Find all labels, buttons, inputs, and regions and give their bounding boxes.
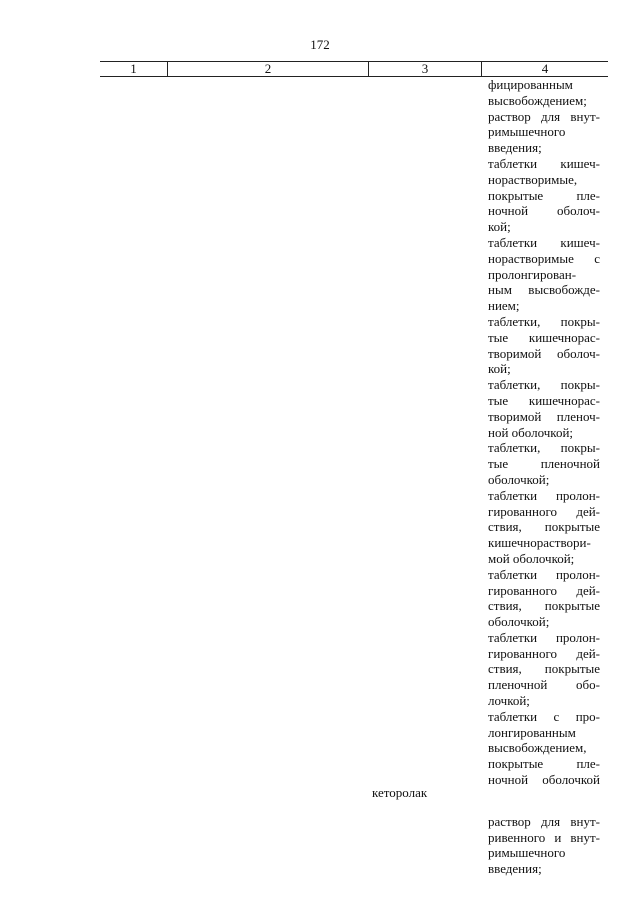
dosage-form-line: введения;: [488, 140, 542, 156]
dosage-form-line: ствия, покрытые: [488, 519, 600, 535]
dosage-form-line: оболочкой;: [488, 614, 550, 630]
dosage-form-line: пленочной обо-: [488, 677, 600, 693]
dosage-form-line: таблетки, покры-: [488, 313, 600, 329]
dosage-form-line: покрытые пле-: [488, 756, 600, 772]
dosage-form-line: таблетки пролон-: [488, 566, 600, 582]
dosage-form-line: оболочкой;: [488, 471, 550, 487]
dosage-form-line: таблетки с про-: [488, 708, 600, 724]
dosage-form-line: раствор для внут-: [488, 813, 600, 829]
dosage-form-line: ночной оболочкой: [488, 772, 600, 788]
dosage-form-line: кой;: [488, 219, 511, 235]
dosage-form-line: введения;: [488, 861, 542, 877]
dosage-form-line: гированного дей-: [488, 582, 600, 598]
dosage-forms-column: [488, 77, 600, 877]
column-header-2: 2: [264, 61, 272, 76]
dosage-form-line: раствор для внут-: [488, 108, 600, 124]
dosage-form-line: ной оболочкой;: [488, 424, 574, 440]
dosage-form-line: таблетки, покры-: [488, 377, 600, 393]
dosage-form-line: таблетки пролон-: [488, 487, 600, 503]
dosage-form-line: высвобождением;: [488, 92, 587, 108]
dosage-form-line: покрытые пле-: [488, 187, 600, 203]
dosage-form-line: лочкой;: [488, 693, 530, 709]
dosage-form-line: творимой оболоч-: [488, 345, 600, 361]
dosage-form-line: ночной оболоч-: [488, 203, 600, 219]
column-header-4: 4: [541, 61, 549, 76]
row-gap: [488, 788, 600, 814]
table-header: [100, 61, 608, 77]
dosage-form-line: нием;: [488, 298, 520, 314]
dosage-form-line: ным высвобожде-: [488, 282, 600, 298]
dosage-form-line: высвобождением,: [488, 740, 587, 756]
drug-name: кеторолак: [372, 785, 428, 800]
dosage-form-line: таблетки, покры-: [488, 440, 600, 456]
dosage-form-line: кишечнораствори-: [488, 535, 591, 551]
dosage-form-line: норастворимые с: [488, 250, 600, 266]
column-header-1: 1: [130, 61, 137, 76]
dosage-form-line: тые пленочной: [488, 456, 600, 472]
dosage-form-line: римышечного: [488, 845, 566, 861]
dosage-form-line: ствия, покрытые: [488, 598, 600, 614]
dosage-form-line: творимой пленоч-: [488, 408, 600, 424]
dosage-form-line: ривенного и внут-: [488, 829, 600, 845]
dosage-form-line: норастворимые,: [488, 171, 578, 187]
dosage-form-line: таблетки пролон-: [488, 629, 600, 645]
dosage-form-line: ствия, покрытые: [488, 661, 600, 677]
dosage-form-line: мой оболочкой;: [488, 550, 575, 566]
page-number: 172: [310, 37, 330, 52]
dosage-form-line: гированного дей-: [488, 503, 600, 519]
dosage-form-line: тые кишечнорас-: [488, 329, 600, 345]
dosage-form-line: таблетки кишеч-: [488, 155, 600, 171]
dosage-form-line: кой;: [488, 361, 511, 377]
dosage-form-line: пролонгирован-: [488, 266, 577, 282]
column-header-3: 3: [421, 61, 429, 76]
dosage-form-line: тые кишечнорас-: [488, 392, 600, 408]
dosage-form-line: лонгированным: [488, 724, 576, 740]
dosage-form-line: таблетки кишеч-: [488, 234, 600, 250]
dosage-form-line: гированного дей-: [488, 645, 600, 661]
dosage-form-line: римышечного: [488, 124, 566, 140]
dosage-form-line: фицированным: [488, 77, 573, 92]
